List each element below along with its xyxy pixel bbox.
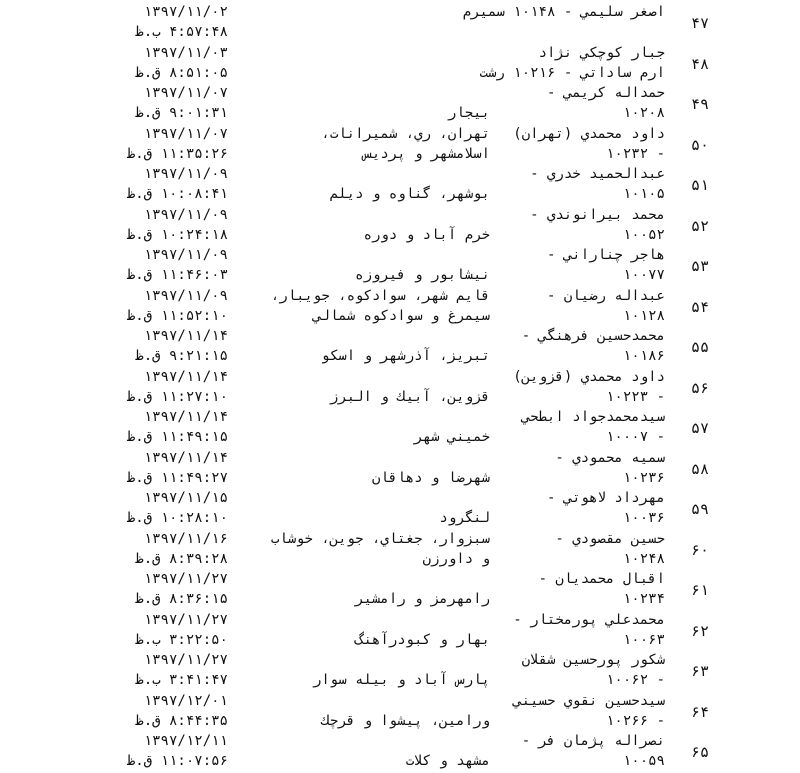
name-line: سيدحسين نقوي حسيني <box>513 692 665 709</box>
time-text: ۸:۵۱:۰۵ ق.ظ <box>135 64 228 81</box>
table-row <box>0 731 800 773</box>
name-line: ۱۰۲۳۶ <box>622 469 665 486</box>
table-row <box>0 83 800 125</box>
date-text: ۱۳۹۷/۱۱/۰۳ <box>143 44 228 61</box>
name-line: هاجر چناراني - <box>546 247 665 263</box>
date-text: ۱۳۹۷/۱۱/۰۹ <box>143 287 228 304</box>
name-line: محمدحسين فرهنگي - <box>521 328 665 344</box>
date-text: ۱۳۹۷/۱۱/۱۴ <box>143 328 228 344</box>
constituency <box>190 508 490 528</box>
name-line: - ۱۰۰۶۲ <box>605 672 665 688</box>
time-text: ۱۰:۲۸:۱۰ ق.ظ <box>126 510 228 526</box>
table-row <box>0 448 800 490</box>
row-number: ۵۶ <box>690 378 710 397</box>
row-number: ۵۹ <box>690 500 710 518</box>
date-text: ۱۳۹۷/۱۱/۲۷ <box>143 611 228 628</box>
name-line: ارم ساداتي - ۱۰۲۱۶ رشت <box>479 64 665 81</box>
submission-datetime <box>108 529 228 569</box>
row-number: ۶۲ <box>690 621 710 640</box>
submission-datetime <box>108 245 228 285</box>
name-line: - ۱۰۲۲۳ <box>605 388 665 405</box>
table-row <box>0 367 800 409</box>
name-line: ۱۰۰۵۲ <box>622 226 665 243</box>
representative-name <box>440 2 665 22</box>
name-line: محمدعلي پورمختار - <box>513 611 665 628</box>
time-text: ۱۱:۵۲:۱۰ ق.ظ <box>126 307 228 324</box>
row-number: ۵۵ <box>690 338 710 356</box>
submission-datetime <box>108 448 228 488</box>
name-line: حسين مقصودي - <box>555 530 665 547</box>
time-text: ۹:۲۱:۱۵ ق.ظ <box>135 348 228 364</box>
table-row <box>0 124 800 166</box>
name-line: - ۱۰۰۰۷ <box>605 429 665 445</box>
submission-datetime <box>108 488 228 528</box>
constituency-line: نيشابور و فيروزه <box>355 267 490 283</box>
submission-datetime <box>108 2 228 42</box>
row-number: ۶۱ <box>690 581 710 599</box>
time-text: ۳:۴۱:۴۷ ب.ظ <box>135 672 228 688</box>
table-row <box>0 488 800 530</box>
constituency <box>190 630 490 650</box>
name-line: - ۱۰۲۳۲ <box>605 145 665 162</box>
name-line: داود محمدي (قزوين) <box>513 368 665 385</box>
row-number: ۵۴ <box>690 297 710 316</box>
table-row <box>0 205 800 247</box>
name-line: سيدمحمدجواد ابطحي <box>521 409 665 425</box>
name-line: محمد بيرانوندي - <box>530 206 665 223</box>
table-row <box>0 326 800 368</box>
name-line: حمداله كريمي - <box>546 85 665 101</box>
submission-datetime <box>108 731 228 771</box>
date-text: ۱۳۹۷/۱۱/۰۹ <box>143 166 228 182</box>
name-line: ۱۰۲۴۸ <box>622 550 665 567</box>
constituency <box>190 124 490 164</box>
name-line: عبدالحميد خدري - <box>530 166 665 182</box>
row-number: ۵۳ <box>690 257 710 275</box>
name-line: سميه محمودي - <box>555 449 665 466</box>
submission-datetime <box>108 691 228 731</box>
constituency-line: بهار و كبودرآهنگ <box>355 631 490 648</box>
constituency <box>190 286 490 326</box>
constituency <box>190 265 490 285</box>
submission-datetime <box>108 326 228 366</box>
name-line: ۱۰۱۲۸ <box>622 307 665 324</box>
constituency-line: تهران، ري، شميرانات، <box>321 125 490 142</box>
table-row <box>0 610 800 652</box>
table-row <box>0 164 800 206</box>
submission-datetime <box>108 367 228 407</box>
row-number: ۶۴ <box>690 702 710 721</box>
name-line: عبداله رضيان - <box>546 287 665 304</box>
constituency <box>190 387 490 407</box>
table-row <box>0 43 800 85</box>
date-text: ۱۳۹۷/۱۱/۱۵ <box>143 490 228 506</box>
constituency-line: بيجار <box>447 105 490 121</box>
constituency <box>190 751 490 771</box>
name-line: ۱۰۰۳۶ <box>622 510 665 526</box>
constituency <box>190 529 490 569</box>
submission-datetime <box>108 164 228 204</box>
constituency-line: پارس آباد و بيله سوار <box>312 672 490 688</box>
table-row <box>0 529 800 571</box>
name-line: ۱۰۱۰۵ <box>622 186 665 202</box>
time-text: ۱۱:۴۹:۲۷ ق.ظ <box>126 469 228 486</box>
constituency-line: رامهرمز و رامشير <box>355 591 490 607</box>
date-text: ۱۳۹۷/۱۱/۰۹ <box>143 206 228 223</box>
name-line: - ۱۰۲۶۶ <box>605 712 665 729</box>
table-row <box>0 650 800 692</box>
constituency-line: بوشهر، گناوه و ديلم <box>329 186 490 202</box>
time-text: ۱۰:۰۸:۴۱ ق.ظ <box>126 186 228 202</box>
date-text: ۱۳۹۷/۱۱/۰۷ <box>143 125 228 142</box>
constituency-line: لنگرود <box>439 510 490 526</box>
date-text: ۱۳۹۷/۱۱/۰۹ <box>143 247 228 263</box>
name-line: اصغر سليمي - ۱۰۱۴۸ سميرم <box>462 4 665 20</box>
name-line: ۱۰۰۵۹ <box>622 753 665 769</box>
time-text: ۴:۵۷:۴۸ ب.ظ <box>135 24 228 40</box>
constituency-line: و داورزن <box>422 550 490 567</box>
time-text: ۱۱:۰۷:۵۶ ق.ظ <box>126 753 228 769</box>
name-line: داود محمدي (تهران) <box>513 125 665 142</box>
time-text: ۸:۳۶:۱۵ ق.ظ <box>135 591 228 607</box>
constituency-line: خرم آباد و دوره <box>363 226 490 243</box>
constituency <box>190 670 490 690</box>
name-line: اقبال محمديان - <box>538 571 665 587</box>
row-number: ۴۷ <box>690 14 710 32</box>
time-text: ۱۰:۲۴:۱۸ ق.ظ <box>126 226 228 243</box>
row-number: ۶۵ <box>690 743 710 761</box>
name-line: ۱۰۰۷۷ <box>622 267 665 283</box>
table-row <box>0 407 800 449</box>
submission-datetime <box>108 286 228 326</box>
row-number: ۴۹ <box>690 95 710 113</box>
date-text: ۱۳۹۷/۱۱/۱۴ <box>143 409 228 425</box>
submission-datetime <box>108 83 228 123</box>
submission-datetime <box>108 43 228 83</box>
constituency-line: سيمرغ و سوادكوه شمالي <box>312 307 490 324</box>
name-line: ۱۰۲۰۸ <box>622 105 665 121</box>
row-number: ۶۰ <box>690 540 710 559</box>
constituency <box>190 346 490 366</box>
date-text: ۱۳۹۷/۱۲/۰۱ <box>143 692 228 709</box>
date-text: ۱۳۹۷/۱۱/۱۴ <box>143 368 228 385</box>
date-text: ۱۳۹۷/۱۱/۲۷ <box>143 652 228 668</box>
submission-datetime <box>108 205 228 245</box>
time-text: ۱۱:۴۹:۱۵ ق.ظ <box>126 429 228 445</box>
date-text: ۱۳۹۷/۱۱/۲۷ <box>143 571 228 587</box>
time-text: ۸:۳۹:۲۸ ق.ظ <box>135 550 228 567</box>
constituency-line: قزوين، آبيك و البرز <box>329 388 490 405</box>
time-text: ۱۱:۲۷:۱۰ ق.ظ <box>126 388 228 405</box>
constituency <box>190 103 490 123</box>
submission-datetime <box>108 610 228 650</box>
row-number: ۵۰ <box>690 135 710 154</box>
constituency-line: تبريز، آذرشهر و اسكو <box>321 348 490 364</box>
constituency <box>190 427 490 447</box>
submission-datetime <box>108 407 228 447</box>
submission-datetime <box>108 650 228 690</box>
name-line: مهرداد لاهوتي - <box>546 490 665 506</box>
time-text: ۱۱:۴۶:۰۳ ق.ظ <box>126 267 228 283</box>
date-text: ۱۳۹۷/۱۱/۱۴ <box>143 449 228 466</box>
constituency <box>190 711 490 731</box>
constituency-line: ورامين، پيشوا و قرچك <box>321 712 490 729</box>
date-text: ۱۳۹۷/۱۱/۰۲ <box>143 4 228 20</box>
constituency-line: قايم شهر، سوادكوه، جويبار، <box>270 287 490 304</box>
name-line: جبار كوچكي نژاد <box>538 44 665 61</box>
representative-name <box>440 43 665 83</box>
row-number: ۵۱ <box>690 176 710 194</box>
name-line: نصراله پژمان فر - <box>521 733 665 749</box>
constituency-line: اسلامشهر و پرديس <box>363 145 490 162</box>
time-text: ۹:۰۱:۳۱ ق.ظ <box>135 105 228 121</box>
name-line: ۱۰۰۶۳ <box>622 631 665 648</box>
constituency-line: سبزوار، جغتاي، جوين، خوشاب <box>270 530 490 547</box>
constituency <box>190 225 490 245</box>
date-text: ۱۳۹۷/۱۲/۱۱ <box>143 733 228 749</box>
submission-datetime <box>108 124 228 164</box>
time-text: ۳:۲۲:۵۰ ب.ظ <box>135 631 228 648</box>
date-text: ۱۳۹۷/۱۱/۰۷ <box>143 85 228 101</box>
time-text: ۸:۴۴:۳۵ ق.ظ <box>135 712 228 729</box>
row-number: ۵۲ <box>690 216 710 235</box>
row-number: ۵۷ <box>690 419 710 437</box>
constituency <box>190 589 490 609</box>
row-number: ۶۳ <box>690 662 710 680</box>
table-row <box>0 286 800 328</box>
constituency-line: مشهد و كلات <box>405 753 490 769</box>
row-number: ۵۸ <box>690 459 710 478</box>
time-text: ۱۱:۳۵:۲۶ ق.ظ <box>126 145 228 162</box>
constituency <box>190 468 490 488</box>
table-row <box>0 691 800 733</box>
date-text: ۱۳۹۷/۱۱/۱۶ <box>143 530 228 547</box>
constituency-line: خميني شهر <box>414 429 490 445</box>
constituency-line: شهرضا و دهاقان <box>371 469 490 486</box>
constituency <box>190 184 490 204</box>
name-line: ۱۰۲۳۴ <box>622 591 665 607</box>
table-row <box>0 569 800 611</box>
table-row <box>0 245 800 287</box>
name-line: شكور پورحسين شقلان <box>521 652 665 668</box>
row-number: ۴۸ <box>690 54 710 73</box>
submission-datetime <box>108 569 228 609</box>
name-line: ۱۰۱۸۶ <box>622 348 665 364</box>
table-row <box>0 2 800 44</box>
